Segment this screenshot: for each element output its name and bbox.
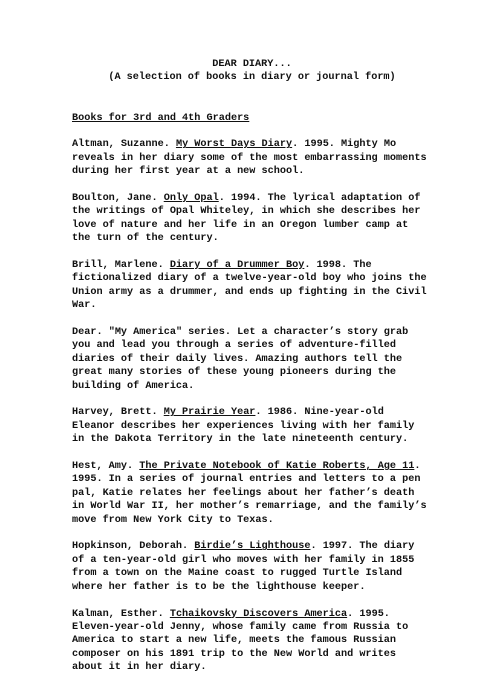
book-entry — [72, 192, 432, 246]
entry-author: Boulton, Jane. — [72, 193, 158, 204]
entry-author: Kalman, Esther. — [72, 608, 164, 620]
entry-description: . 1997. The diary of a ten-year-old girl who moves with her family in 1855 from a town on the Maine coast to rugged Turtle Island where her father is to be the lighthouse keeper. — [72, 541, 415, 593]
entry-title: Tchaikovsky Discovers America — [169, 608, 348, 620]
book-entry — [72, 259, 432, 313]
book-entry — [72, 406, 432, 446]
entry-author: Hest, Amy. — [72, 461, 134, 473]
entry-description: . 1995. In a series of journal entries and letters to a pen pal, Katie relates her feelings about her father’s death in World War II, her mother’s remarriage, and the family’s move from New York City to Texas. — [72, 461, 427, 526]
document-page — [72, 58, 432, 688]
book-entry — [72, 608, 432, 675]
entry-title: The Private Notebook of Katie Roberts, Age 11 — [139, 461, 415, 473]
book-entry — [72, 540, 432, 594]
book-entry — [72, 326, 432, 393]
entry-author: Harvey, Brett. — [72, 407, 158, 419]
book-entry — [72, 138, 432, 178]
spacer — [72, 85, 432, 98]
entry-description: . 1995. Eleven-year-old Jenny, whose family came from Russia to America to start a new life, meets the famous Russian composer on his 1891 trip to the New World and writes about it in her diary. — [72, 608, 409, 674]
section-heading: Books for 3rd and 4th Graders — [72, 112, 250, 124]
entry-description: . 1998. The fictionalized diary of a twelve-year-old boy who joins the Union army as a drummer, and ends up fighting in the Civil War. — [72, 260, 427, 312]
book-entry — [72, 460, 432, 527]
entry-title: My Worst Days Diary — [175, 139, 293, 151]
spacer — [72, 98, 432, 111]
entry-title: My Prairie Year — [163, 407, 256, 419]
entry-title: Diary of a Drummer Boy — [169, 260, 305, 272]
entry-author: Brill, Marlene. — [72, 260, 164, 272]
document-title: DEAR DIARY... — [212, 59, 292, 70]
document-subtitle: (A selection of books in diary or journal form) — [108, 72, 396, 84]
entry-title: Only Opal — [163, 193, 219, 204]
entry-description: "My America" series. Let a character’s story grab you and lead you through a series of adventure-filled diaries of their daily lives. Amazing authors tell the great many stories of these young pioneers during the building of America. — [72, 327, 409, 392]
entry-description: . 1986. Nine-year-old Eleanor describes her experiences living with her family in the Dakota Territory in the late nineteenth century. — [72, 407, 415, 446]
entry-author: Altman, Suzanne. — [72, 139, 170, 151]
entry-description: . 1995. Mighty Mo reveals in her diary some of the most embarrassing moments during her first year at a new school. — [72, 139, 427, 178]
spacer — [72, 125, 432, 138]
entry-author: Dear. — [72, 327, 103, 339]
entry-title: Birdie’s Lighthouse — [194, 541, 311, 553]
entry-author: Hopkinson, Deborah. — [72, 541, 189, 553]
entry-description: . 1994. The lyrical adaptation of the writings of Opal Whiteley, in which she describes her love of nature and her life in an Oregon lumber camp at the turn of the century. — [72, 193, 421, 245]
